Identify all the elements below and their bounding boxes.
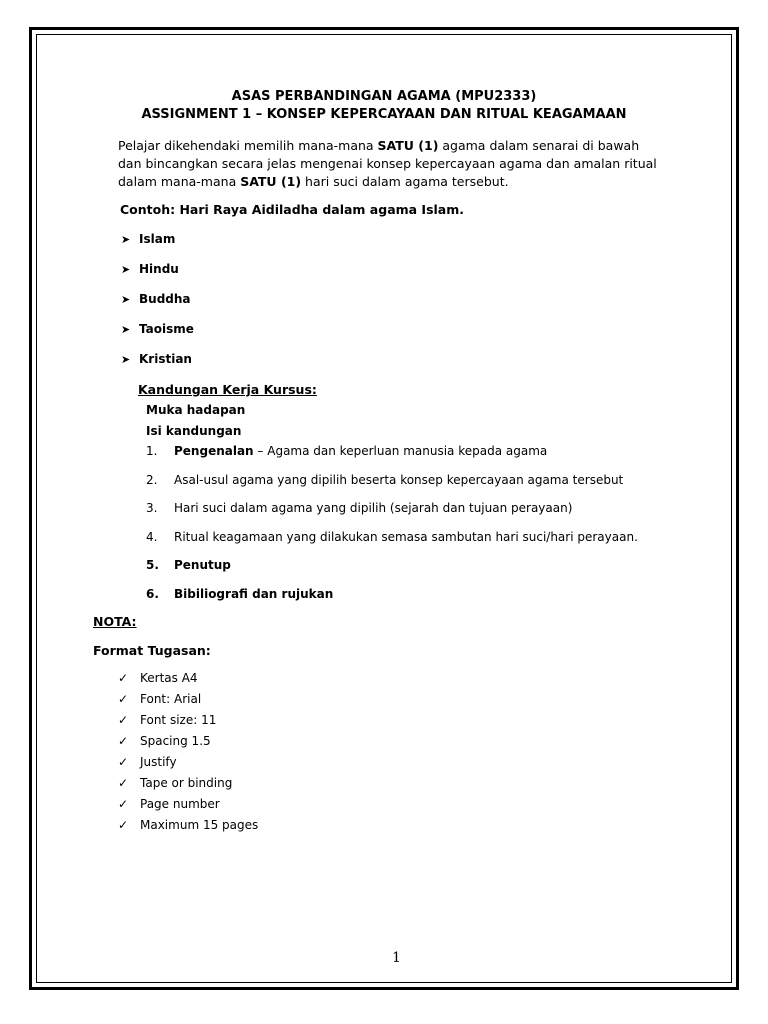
- numbered-item: 6. Bibiliografi dan rujukan: [146, 587, 334, 601]
- example-text: Contoh: Hari Raya Aidiladha dalam agama Islam.: [120, 202, 465, 217]
- format-item: ✓ Font: Arial: [118, 692, 202, 706]
- checkmark-icon: ✓: [118, 692, 129, 706]
- format-item: ✓ Tape or binding: [118, 776, 233, 790]
- nota-heading: NOTA:: [93, 614, 137, 629]
- intro-paragraph: Pelajar dikehendaki memilih mana-mana SATU (1) agama dalam senarai di bawah dan bincangkan secara jelas mengenai konsep kepercayaan agama dan amalan ritual dalam mana-mana SATU (1) hari suci dalam agama tersebut.: [118, 138, 657, 189]
- format-item: ✓ Kertas A4: [118, 671, 198, 685]
- numbered-item: 3. Hari suci dalam agama yang dipilih (sejarah dan tujuan perayaan): [146, 501, 573, 515]
- kandungan-item: Muka hadapan: [146, 403, 246, 417]
- course-title: ASAS PERBANDINGAN AGAMA (MPU2333): [231, 89, 537, 104]
- checkmark-icon: ✓: [118, 797, 129, 811]
- checkmark-icon: ✓: [118, 713, 129, 727]
- arrow-bullet-icon: ➤: [121, 233, 131, 246]
- format-item: ✓ Spacing 1.5: [118, 734, 211, 748]
- format-item: ✓ Page number: [118, 797, 220, 811]
- checkmark-icon: ✓: [118, 734, 129, 748]
- checkmark-icon: ✓: [118, 818, 129, 832]
- religion-item: ➤ Taoisme: [121, 322, 194, 336]
- arrow-bullet-icon: ➤: [121, 353, 131, 366]
- religion-item: ➤ Buddha: [121, 292, 191, 306]
- numbered-item: 5. Penutup: [146, 558, 231, 572]
- checkmark-icon: ✓: [118, 671, 129, 685]
- assignment-title: ASSIGNMENT 1 – KONSEP KEPERCAYAAN DAN RITUAL KEAGAMAAN: [141, 107, 627, 122]
- kandungan-item: Isi kandungan: [146, 424, 242, 438]
- religion-item: ➤ Islam: [121, 232, 176, 246]
- numbered-item: 1. Pengenalan – Agama dan keperluan manusia kepada agama: [146, 444, 548, 458]
- kandungan-title: Kandungan Kerja Kursus:: [138, 382, 317, 397]
- arrow-bullet-icon: ➤: [121, 293, 131, 306]
- religion-item: ➤ Hindu: [121, 262, 179, 276]
- arrow-bullet-icon: ➤: [121, 263, 131, 276]
- page-number: 1: [392, 950, 401, 966]
- religion-item: ➤ Kristian: [121, 352, 192, 366]
- checkmark-icon: ✓: [118, 755, 129, 769]
- format-item: ✓ Justify: [118, 755, 177, 769]
- numbered-item: 2. Asal-usul agama yang dipilih beserta konsep kepercayaan agama tersebut: [146, 473, 624, 487]
- format-item: ✓ Maximum 15 pages: [118, 818, 259, 832]
- format-heading: Format Tugasan:: [93, 643, 211, 658]
- numbered-item: 4. Ritual keagamaan yang dilakukan semasa sambutan hari suci/hari perayaan.: [146, 530, 638, 544]
- format-item: ✓ Font size: 11: [118, 713, 217, 727]
- arrow-bullet-icon: ➤: [121, 323, 131, 336]
- checkmark-icon: ✓: [118, 776, 129, 790]
